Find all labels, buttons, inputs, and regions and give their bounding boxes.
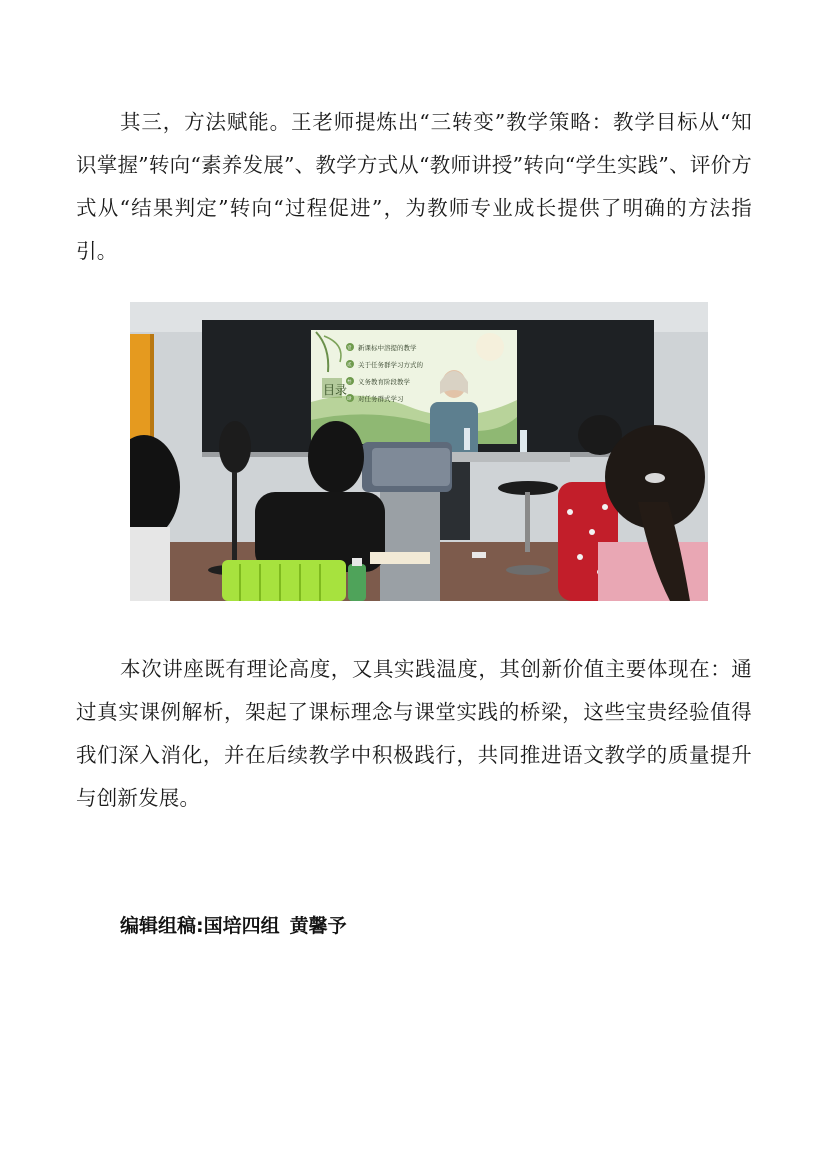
editor-credit — [120, 910, 347, 942]
slide-bullet-1: 壹 — [347, 346, 352, 351]
paragraph-method-empowerment: 其三，方法赋能。王老师提炼出“三转变”教学策略：教学目标从“知识掌握”转向“素养发展”、教学方式从“教师讲授”转向“学生实践”、评价方式从“结果判定”转向“过程促进”，为教师专业成长提供了明确的方法指引。 — [76, 110, 752, 263]
lecture-photo — [130, 302, 708, 601]
credit-label: 编辑组稿:国培四组 — [120, 915, 280, 937]
slide-item-1: 新课标中溶提的教学 — [358, 344, 417, 352]
slide-item-4: 对任务群式学习 — [358, 395, 404, 403]
slide-item-2: 关于任务群学习方式的 — [358, 361, 423, 369]
credit-author: 黄馨予 — [289, 915, 347, 937]
slide-item-3: 义务教育阶段教学 — [358, 378, 410, 386]
slide-bullet-4: 肆 — [347, 397, 352, 402]
slide-bullet-3: 叁 — [347, 380, 352, 385]
slide-heading: 目录 — [323, 383, 348, 397]
paragraph-lecture-summary: 本次讲座既有理论高度，又具实践温度，其创新价值主要体现在：通过真实课例解析，架起了课标理念与课堂实践的桥梁，这些宝贵经验值得我们深入消化，并在后续教学中积极践行，共同推进语文教学的质量提升与创新发展。 — [76, 657, 752, 810]
slide-bullet-2: 贰 — [347, 363, 352, 368]
